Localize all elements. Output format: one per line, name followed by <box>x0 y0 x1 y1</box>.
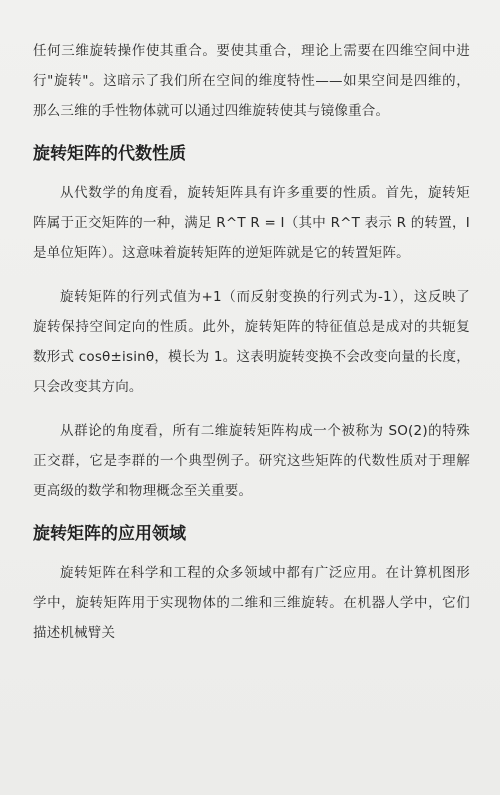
section-heading-algebraic-properties: 旋转矩阵的代数性质 <box>33 144 186 164</box>
intro-paragraph: 任何三维旋转操作使其重合。要使其重合，理论上需要在四维空间中进行"旋转"。这暗示了我们所在空间的维度特性——如果空间是四维的，那么三维的手性物体就可以通过四维旋转使其与镜像重合。 <box>33 43 470 119</box>
paragraph-applications: 旋转矩阵在科学和工程的众多领域中都有广泛应用。在计算机图形学中，旋转矩阵用于实现物体的二维和三维旋转。在机器人学中，它们描述机械臂关 <box>33 565 470 641</box>
paragraph-orthogonal: 从代数学的角度看，旋转矩阵具有许多重要的性质。首先，旋转矩阵属于正交矩阵的一种，满足 R^T R = I（其中 R^T 表示 R 的转置，I 是单位矩阵）。这意味着旋转矩阵的逆矩阵就是它的转置矩阵。 <box>33 185 470 261</box>
paragraph-group-theory: 从群论的角度看，所有二维旋转矩阵构成一个被称为 SO(2)的特殊正交群，它是李群的一个典型例子。研究这些矩阵的代数性质对于理解更高级的数学和物理概念至关重要。 <box>33 423 470 499</box>
paragraph-determinant: 旋转矩阵的行列式值为+1（而反射变换的行列式为-1），这反映了旋转保持空间定向的性质。此外，旋转矩阵的特征值总是成对的共轭复数形式 cosθ±isinθ，模长为 1。这表明旋转变换不会改变向量的长度，只会改变其方向。 <box>33 289 470 395</box>
section-heading-applications: 旋转矩阵的应用领域 <box>33 524 186 544</box>
